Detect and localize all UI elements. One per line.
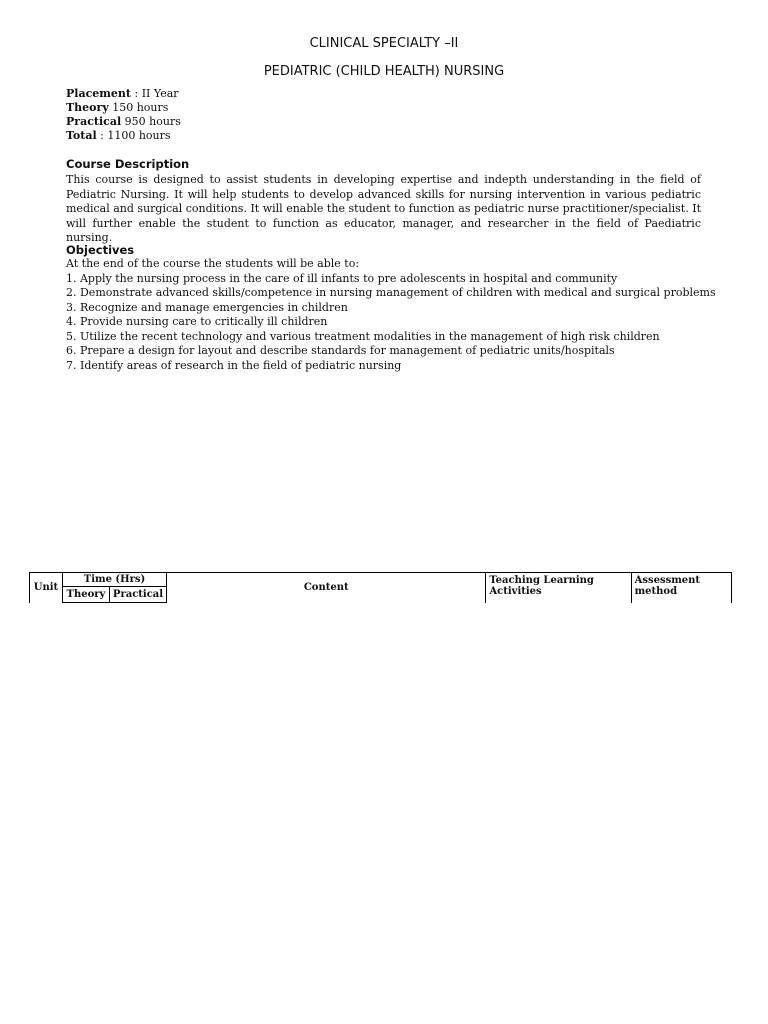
course-description-text: This course is designed to assist students in developing expertise and indepth understanding in the field of Pediatric Nursing. It will help students to develop advanced skills for nursing intervention in various pediatric medical and surgical conditions. It will enable the student to function as pediatric nurse practitioner/specialist. It will further enable the student to function as educator, manager, and researcher in the field of Paediatric nursing. — [66, 173, 701, 244]
syllabus-table-header — [29, 572, 732, 603]
meta-total: Total : 1100 hours — [66, 129, 171, 142]
col-time: Time (Hrs) — [62, 573, 166, 587]
page-subtitle: PEDIATRIC (CHILD HEALTH) NURSING — [263, 64, 505, 79]
col-assessment-method: Assessment method — [631, 573, 731, 603]
meta-practical: Practical 950 hours — [66, 115, 181, 128]
col-teaching-learning-activities: Teaching Learning Activities — [486, 573, 631, 603]
objectives-heading: Objectives — [66, 243, 135, 257]
col-theory: Theory — [62, 587, 109, 603]
objective-item: 4. Provide nursing care to critically ill children — [66, 315, 328, 328]
meta-theory: Theory 150 hours — [66, 101, 169, 114]
col-content: Content — [167, 573, 486, 603]
objectives-list — [66, 257, 746, 373]
objective-item: 3. Recognize and manage emergencies in children — [66, 300, 348, 314]
objective-item: 7. Identify areas of research in the field of pediatric nursing — [66, 358, 402, 372]
objectives-intro: At the end of the course the students will be able to: — [66, 257, 360, 270]
objective-item: 5. Utilize the recent technology and various treatment modalities in the management of high risk children — [66, 329, 660, 343]
col-practical: Practical — [109, 587, 166, 603]
course-meta — [66, 87, 181, 143]
objective-item: 2. Demonstrate advanced skills/competence in nursing management of children with medical and surgical problems — [66, 286, 716, 299]
course-description-heading: Course Description — [66, 157, 190, 171]
objective-item: 6. Prepare a design for layout and describe standards for management of pediatric units/hospitals — [66, 344, 615, 357]
meta-placement: Placement : II Year — [66, 87, 179, 100]
page-title: CLINICAL SPECIALTY –II — [309, 36, 459, 51]
col-unit: Unit — [30, 573, 63, 603]
objective-item: 1. Apply the nursing process in the care of ill infants to pre adolescents in hospital and community — [66, 271, 618, 285]
